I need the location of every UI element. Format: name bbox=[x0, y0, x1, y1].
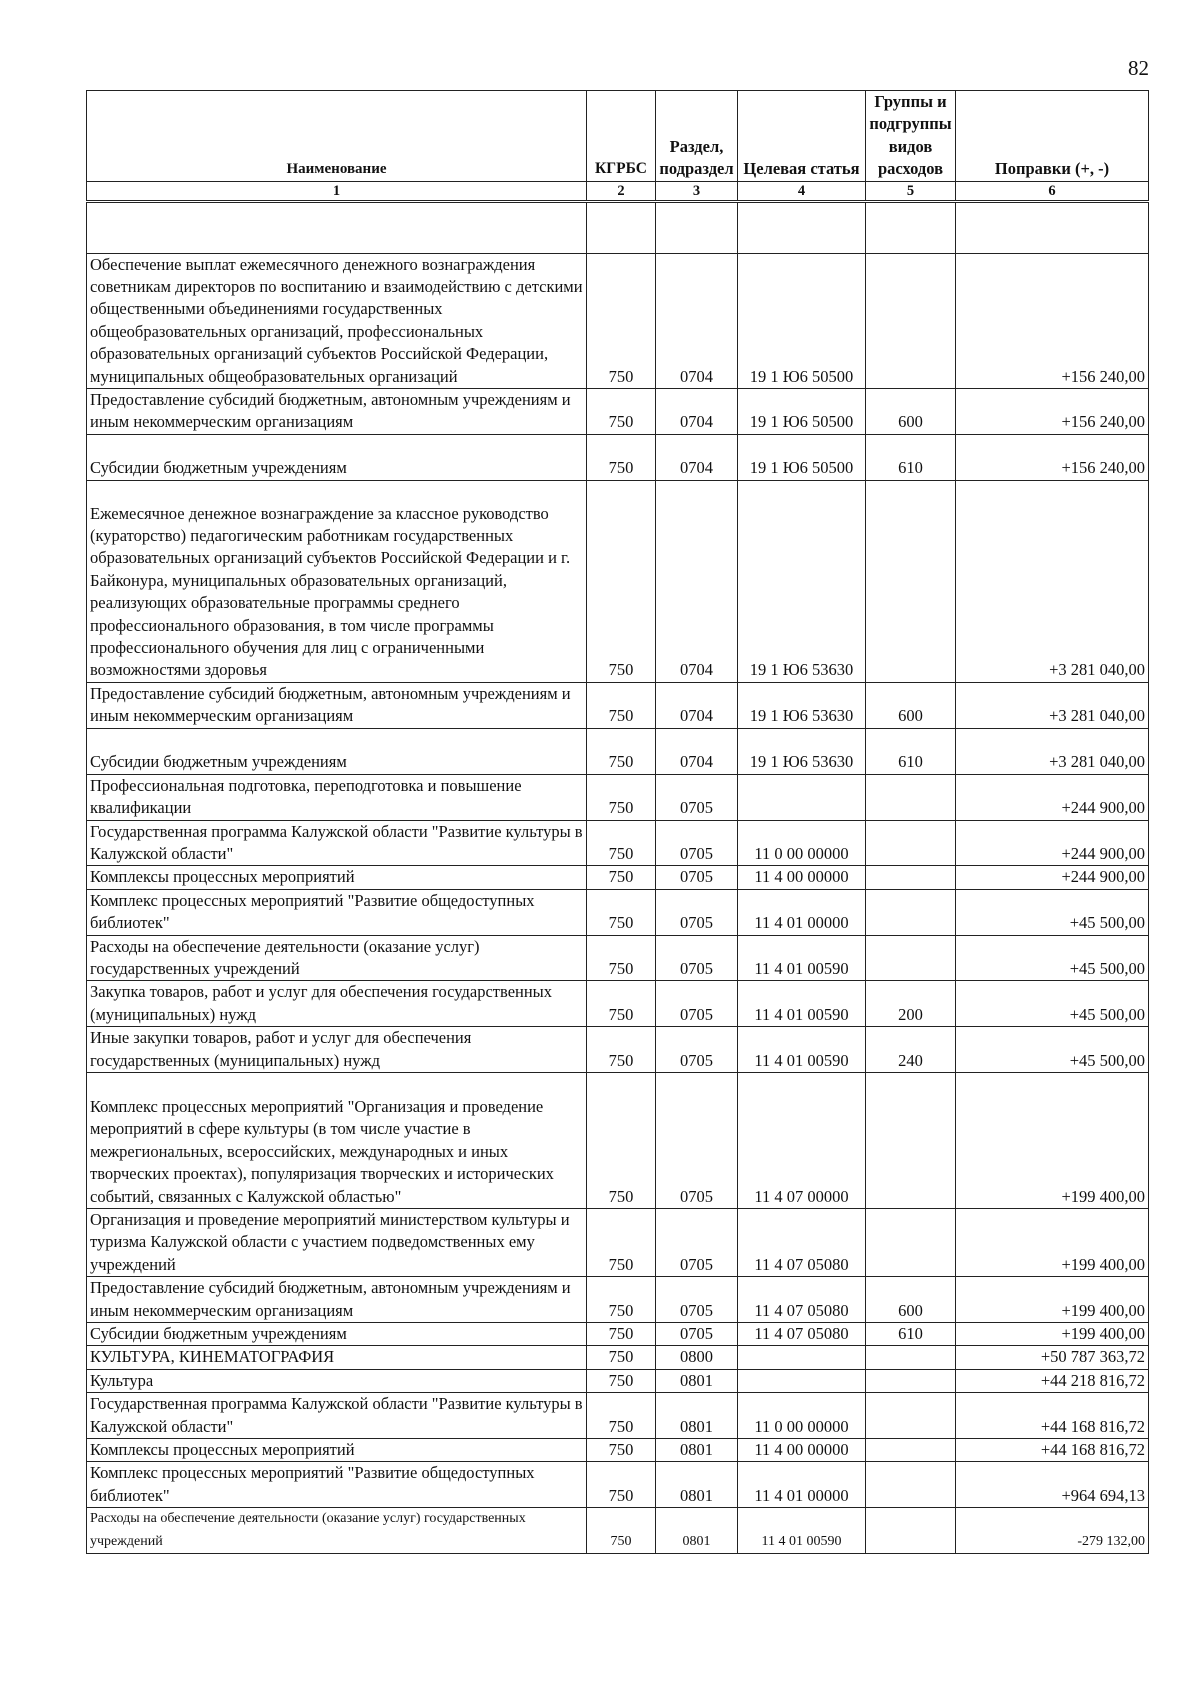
row-section: 0704 bbox=[656, 480, 738, 682]
row-group: 600 bbox=[866, 1277, 956, 1323]
row-kgrbs: 750 bbox=[587, 1208, 656, 1276]
row-amount: +244 900,00 bbox=[956, 774, 1149, 820]
row-section: 0801 bbox=[656, 1393, 738, 1439]
row-section: 0704 bbox=[656, 434, 738, 480]
row-name: Комплекс процессных мероприятий "Развитие общедоступных библиотек" bbox=[87, 889, 587, 935]
row-group: 610 bbox=[866, 434, 956, 480]
row-name: Субсидии бюджетным учреждениям bbox=[87, 728, 587, 774]
row-group: 240 bbox=[866, 1027, 956, 1073]
table-row bbox=[87, 253, 1149, 388]
row-target: 11 4 07 00000 bbox=[738, 1072, 866, 1208]
row-amount: +156 240,00 bbox=[956, 253, 1149, 388]
row-section: 0705 bbox=[656, 1072, 738, 1208]
row-group bbox=[866, 866, 956, 889]
row-section: 0801 bbox=[656, 1369, 738, 1392]
table-row bbox=[87, 1462, 1149, 1508]
row-target: 19 1 Ю6 50500 bbox=[738, 389, 866, 435]
spacer-cell bbox=[656, 201, 738, 253]
row-section: 0801 bbox=[656, 1462, 738, 1508]
table-row bbox=[87, 820, 1149, 866]
row-group bbox=[866, 889, 956, 935]
row-name: Комплексы процессных мероприятий bbox=[87, 1439, 587, 1462]
row-kgrbs: 750 bbox=[587, 820, 656, 866]
row-group: 600 bbox=[866, 682, 956, 728]
row-amount: +199 400,00 bbox=[956, 1208, 1149, 1276]
row-amount: +156 240,00 bbox=[956, 434, 1149, 480]
row-amount: -279 132,00 bbox=[956, 1508, 1149, 1554]
row-name: Обеспечение выплат ежемесячного денежного вознаграждения советникам директоров по воспитанию и взаимодействию с детскими общественными объединениями государственных общеобразовательных организаций, профессиональных образовательных организаций субъектов Российской Федерации, муниципальных общеобразовательных организаций bbox=[87, 253, 587, 388]
row-name: Расходы на обеспечение деятельности (оказание услуг) государственных учреждений bbox=[87, 935, 587, 981]
spacer-cell bbox=[956, 201, 1149, 253]
table-row bbox=[87, 728, 1149, 774]
table-row bbox=[87, 682, 1149, 728]
row-name: Государственная программа Калужской области "Развитие культуры в Калужской области" bbox=[87, 820, 587, 866]
row-group bbox=[866, 480, 956, 682]
table-row bbox=[87, 1208, 1149, 1276]
row-amount: +3 281 040,00 bbox=[956, 728, 1149, 774]
row-target: 19 1 Ю6 50500 bbox=[738, 434, 866, 480]
row-kgrbs: 750 bbox=[587, 480, 656, 682]
header-kgrbs: КГРБС bbox=[587, 91, 656, 182]
column-number: 4 bbox=[738, 181, 866, 201]
row-group bbox=[866, 1393, 956, 1439]
row-kgrbs: 750 bbox=[587, 1369, 656, 1392]
row-name: Предоставление субсидий бюджетным, автономным учреждениям и иным некоммерческим организациям bbox=[87, 389, 587, 435]
row-section: 0704 bbox=[656, 389, 738, 435]
row-target: 19 1 Ю6 53630 bbox=[738, 480, 866, 682]
table-row bbox=[87, 866, 1149, 889]
header-row bbox=[87, 91, 1149, 182]
table-row bbox=[87, 1027, 1149, 1073]
row-group: 600 bbox=[866, 389, 956, 435]
row-kgrbs: 750 bbox=[587, 774, 656, 820]
column-number-row bbox=[87, 181, 1149, 201]
row-section: 0705 bbox=[656, 1208, 738, 1276]
row-amount: +50 787 363,72 bbox=[956, 1346, 1149, 1369]
row-target: 11 4 00 00000 bbox=[738, 866, 866, 889]
row-kgrbs: 750 bbox=[587, 682, 656, 728]
page-number: 82 bbox=[1128, 56, 1149, 80]
table-row bbox=[87, 1369, 1149, 1392]
header-groups: Группы и подгруппы видов расходов bbox=[866, 91, 956, 182]
row-kgrbs: 750 bbox=[587, 1439, 656, 1462]
row-name: Субсидии бюджетным учреждениям bbox=[87, 434, 587, 480]
row-amount: +45 500,00 bbox=[956, 1027, 1149, 1073]
row-kgrbs: 750 bbox=[587, 1027, 656, 1073]
row-name: Профессиональная подготовка, переподготовка и повышение квалификации bbox=[87, 774, 587, 820]
row-section: 0801 bbox=[656, 1439, 738, 1462]
row-target: 11 4 01 00000 bbox=[738, 889, 866, 935]
row-group: 610 bbox=[866, 728, 956, 774]
spacer-cell bbox=[738, 201, 866, 253]
row-section: 0705 bbox=[656, 889, 738, 935]
row-kgrbs: 750 bbox=[587, 1508, 656, 1554]
table-row bbox=[87, 1393, 1149, 1439]
spacer-row bbox=[87, 201, 1149, 253]
row-kgrbs: 750 bbox=[587, 981, 656, 1027]
header-name: Наименование bbox=[87, 91, 587, 182]
header-target: Целевая статья bbox=[738, 91, 866, 182]
row-group: 200 bbox=[866, 981, 956, 1027]
table-row bbox=[87, 774, 1149, 820]
header-amendments: Поправки (+, -) bbox=[956, 91, 1149, 182]
row-section: 0801 bbox=[656, 1508, 738, 1554]
column-number: 5 bbox=[866, 181, 956, 201]
spacer-cell bbox=[866, 201, 956, 253]
row-section: 0705 bbox=[656, 866, 738, 889]
row-section: 0800 bbox=[656, 1346, 738, 1369]
row-kgrbs: 750 bbox=[587, 866, 656, 889]
row-target: 11 4 07 05080 bbox=[738, 1277, 866, 1323]
row-target bbox=[738, 1369, 866, 1392]
row-kgrbs: 750 bbox=[587, 935, 656, 981]
row-target: 11 4 01 00590 bbox=[738, 935, 866, 981]
table-row bbox=[87, 1277, 1149, 1323]
table-row bbox=[87, 981, 1149, 1027]
table-row bbox=[87, 1346, 1149, 1369]
row-amount: +244 900,00 bbox=[956, 866, 1149, 889]
row-kgrbs: 750 bbox=[587, 1323, 656, 1346]
row-group bbox=[866, 253, 956, 388]
row-target bbox=[738, 774, 866, 820]
table-row bbox=[87, 935, 1149, 981]
row-group bbox=[866, 774, 956, 820]
spacer-cell bbox=[587, 201, 656, 253]
row-amount: +45 500,00 bbox=[956, 981, 1149, 1027]
row-group bbox=[866, 1208, 956, 1276]
table-row bbox=[87, 434, 1149, 480]
row-name: Культура bbox=[87, 1369, 587, 1392]
row-name: КУЛЬТУРА, КИНЕМАТОГРАФИЯ bbox=[87, 1346, 587, 1369]
row-kgrbs: 750 bbox=[587, 1462, 656, 1508]
column-number: 2 bbox=[587, 181, 656, 201]
row-target bbox=[738, 1346, 866, 1369]
table-row bbox=[87, 889, 1149, 935]
row-kgrbs: 750 bbox=[587, 253, 656, 388]
row-group bbox=[866, 1369, 956, 1392]
row-kgrbs: 750 bbox=[587, 1346, 656, 1369]
row-kgrbs: 750 bbox=[587, 389, 656, 435]
row-group bbox=[866, 1346, 956, 1369]
row-section: 0705 bbox=[656, 935, 738, 981]
row-target: 11 0 00 00000 bbox=[738, 820, 866, 866]
row-amount: +199 400,00 bbox=[956, 1277, 1149, 1323]
row-name: Ежемесячное денежное вознаграждение за классное руководство (кураторство) педагогическим работникам государственных образовательных организаций субъектов Российской Федерации и г. Байконура, муниципальных образовательных организаций, реализующих образовательные программы среднего профессионального образования, в том числе программы профессионального обучения для лиц с ограниченными возможностями здоровья bbox=[87, 480, 587, 682]
row-section: 0705 bbox=[656, 820, 738, 866]
row-target: 19 1 Ю6 53630 bbox=[738, 682, 866, 728]
row-target: 19 1 Ю6 53630 bbox=[738, 728, 866, 774]
row-name: Предоставление субсидий бюджетным, автономным учреждениям и иным некоммерческим организациям bbox=[87, 682, 587, 728]
column-number: 3 bbox=[656, 181, 738, 201]
table-row bbox=[87, 480, 1149, 682]
table-row bbox=[87, 389, 1149, 435]
row-section: 0705 bbox=[656, 1323, 738, 1346]
row-kgrbs: 750 bbox=[587, 728, 656, 774]
row-target: 11 4 01 00590 bbox=[738, 1027, 866, 1073]
column-number: 6 bbox=[956, 181, 1149, 201]
spacer-cell bbox=[87, 201, 587, 253]
row-amount: +199 400,00 bbox=[956, 1323, 1149, 1346]
column-number: 1 bbox=[87, 181, 587, 201]
row-amount: +44 218 816,72 bbox=[956, 1369, 1149, 1392]
row-kgrbs: 750 bbox=[587, 1393, 656, 1439]
row-name: Комплекс процессных мероприятий "Организация и проведение мероприятий в сфере культуры (в том числе участие в межрегиональных, всероссийских, международных и иных творческих проектах), популяризация творческих и исторических событий, связанных с Калужской областью" bbox=[87, 1072, 587, 1208]
row-name: Предоставление субсидий бюджетным, автономным учреждениям и иным некоммерческим организациям bbox=[87, 1277, 587, 1323]
row-group bbox=[866, 1439, 956, 1462]
row-section: 0704 bbox=[656, 253, 738, 388]
row-name: Организация и проведение мероприятий министерством культуры и туризма Калужской области с участием подведомственных ему учреждений bbox=[87, 1208, 587, 1276]
row-amount: +44 168 816,72 bbox=[956, 1439, 1149, 1462]
row-name: Закупка товаров, работ и услуг для обеспечения государственных (муниципальных) нужд bbox=[87, 981, 587, 1027]
row-group: 610 bbox=[866, 1323, 956, 1346]
row-group bbox=[866, 1508, 956, 1554]
table-row bbox=[87, 1072, 1149, 1208]
row-group bbox=[866, 1072, 956, 1208]
row-name: Комплекс процессных мероприятий "Развитие общедоступных библиотек" bbox=[87, 1462, 587, 1508]
row-target: 11 4 01 00590 bbox=[738, 1508, 866, 1554]
table-body bbox=[87, 201, 1149, 1553]
row-section: 0705 bbox=[656, 1277, 738, 1323]
row-name: Субсидии бюджетным учреждениям bbox=[87, 1323, 587, 1346]
table-row bbox=[87, 1508, 1149, 1554]
row-target: 11 4 01 00590 bbox=[738, 981, 866, 1027]
row-section: 0705 bbox=[656, 981, 738, 1027]
row-name: Комплексы процессных мероприятий bbox=[87, 866, 587, 889]
row-amount: +964 694,13 bbox=[956, 1462, 1149, 1508]
table-row bbox=[87, 1439, 1149, 1462]
row-kgrbs: 750 bbox=[587, 889, 656, 935]
row-target: 11 4 01 00000 bbox=[738, 1462, 866, 1508]
row-amount: +3 281 040,00 bbox=[956, 480, 1149, 682]
row-target: 11 4 07 05080 bbox=[738, 1208, 866, 1276]
row-amount: +44 168 816,72 bbox=[956, 1393, 1149, 1439]
row-name: Расходы на обеспечение деятельности (оказание услуг) государственных учреждений bbox=[87, 1508, 587, 1554]
row-target: 11 4 07 05080 bbox=[738, 1323, 866, 1346]
row-group bbox=[866, 820, 956, 866]
row-amount: +45 500,00 bbox=[956, 889, 1149, 935]
row-target: 11 0 00 00000 bbox=[738, 1393, 866, 1439]
row-amount: +45 500,00 bbox=[956, 935, 1149, 981]
row-amount: +199 400,00 bbox=[956, 1072, 1149, 1208]
row-kgrbs: 750 bbox=[587, 434, 656, 480]
row-group bbox=[866, 1462, 956, 1508]
budget-table bbox=[86, 90, 1149, 1554]
header-section: Раздел, подраздел bbox=[656, 91, 738, 182]
row-amount: +156 240,00 bbox=[956, 389, 1149, 435]
row-section: 0705 bbox=[656, 1027, 738, 1073]
row-name: Иные закупки товаров, работ и услуг для обеспечения государственных (муниципальных) нужд bbox=[87, 1027, 587, 1073]
row-target: 19 1 Ю6 50500 bbox=[738, 253, 866, 388]
row-kgrbs: 750 bbox=[587, 1277, 656, 1323]
row-kgrbs: 750 bbox=[587, 1072, 656, 1208]
row-section: 0704 bbox=[656, 682, 738, 728]
row-name: Государственная программа Калужской области "Развитие культуры в Калужской области" bbox=[87, 1393, 587, 1439]
row-amount: +244 900,00 bbox=[956, 820, 1149, 866]
row-target: 11 4 00 00000 bbox=[738, 1439, 866, 1462]
row-section: 0705 bbox=[656, 774, 738, 820]
row-group bbox=[866, 935, 956, 981]
row-section: 0704 bbox=[656, 728, 738, 774]
table-row bbox=[87, 1323, 1149, 1346]
row-amount: +3 281 040,00 bbox=[956, 682, 1149, 728]
